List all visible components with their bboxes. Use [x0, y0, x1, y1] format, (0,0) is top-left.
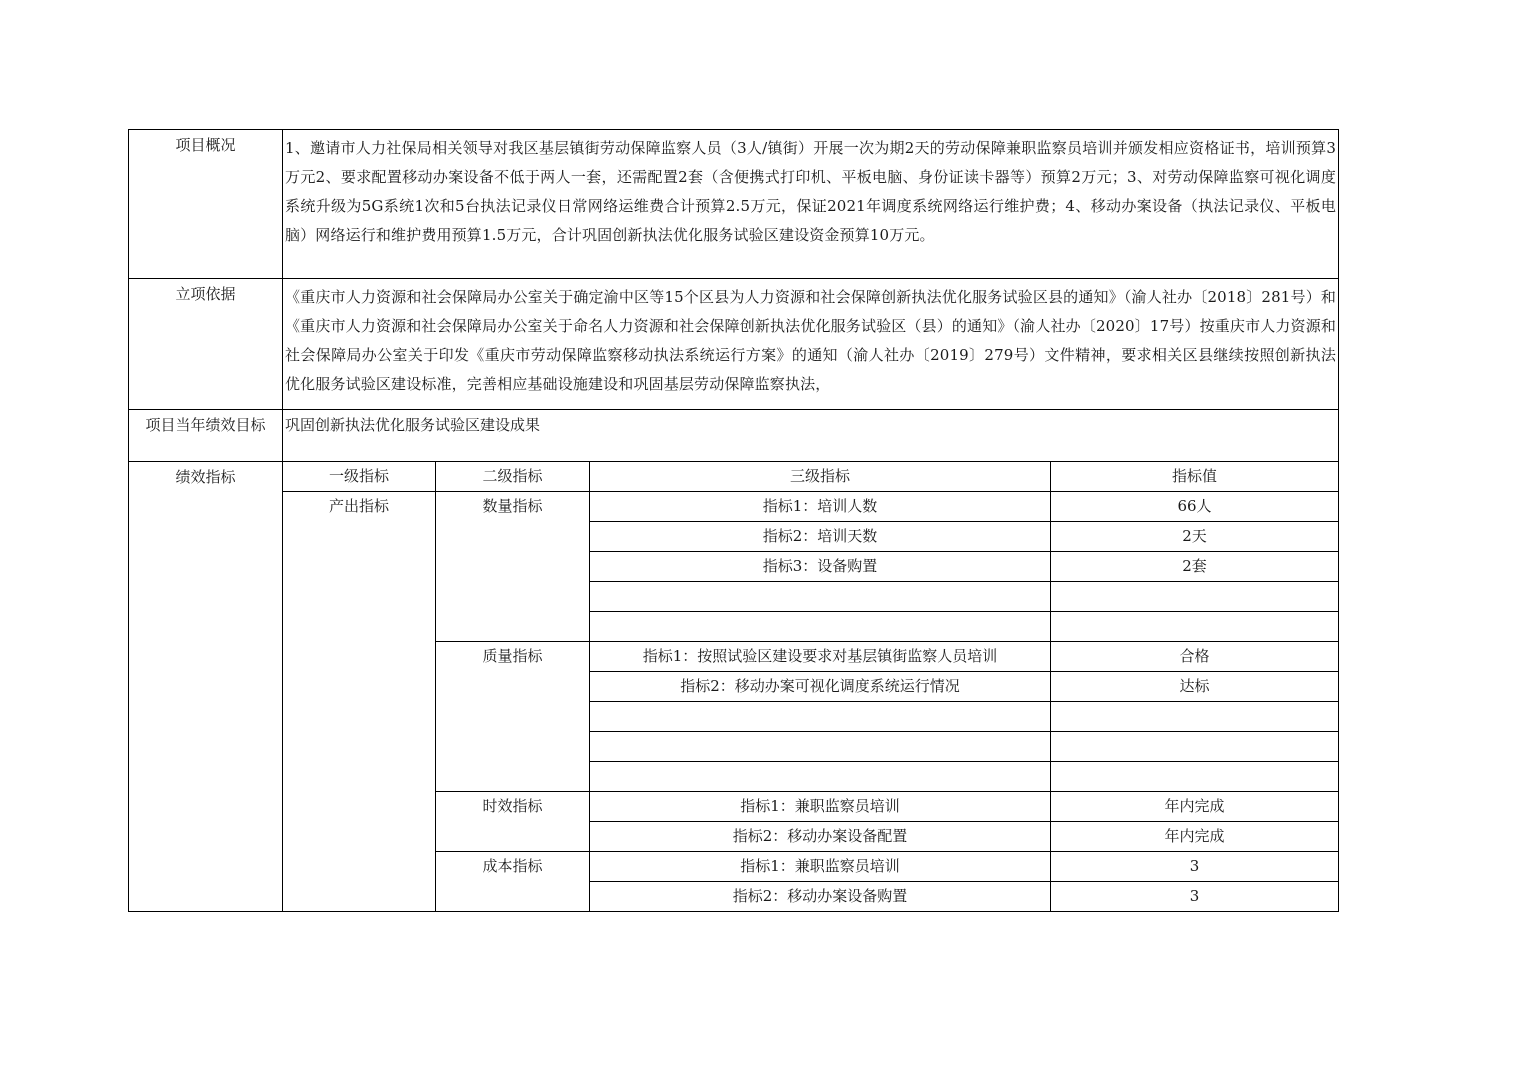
- level2-timeliness: 时效指标: [436, 792, 590, 852]
- performance-label: 绩效指标: [129, 462, 283, 912]
- header-level3: 三级指标: [590, 462, 1051, 492]
- indicator-cell: [590, 732, 1051, 762]
- table-row: [129, 492, 1339, 522]
- indicator-value: 66人: [1051, 492, 1339, 522]
- indicator-value: 年内完成: [1051, 822, 1339, 852]
- indicator-cell: 指标2：移动办案设备配置: [590, 822, 1051, 852]
- goal-text: 巩固创新执法优化服务试验区建设成果: [283, 410, 1339, 462]
- indicator-value: 3: [1051, 852, 1339, 882]
- indicator-value: 合格: [1051, 642, 1339, 672]
- indicator-cell: [590, 582, 1051, 612]
- indicator-cell: 指标3：设备购置: [590, 552, 1051, 582]
- level2-quality: 质量指标: [436, 642, 590, 792]
- indicator-value: [1051, 582, 1339, 612]
- header-value: 指标值: [1051, 462, 1339, 492]
- indicator-cell: 指标1：培训人数: [590, 492, 1051, 522]
- indicator-value: 年内完成: [1051, 792, 1339, 822]
- header-level1: 一级指标: [283, 462, 436, 492]
- basis-row: [129, 279, 1339, 410]
- overview-label: 项目概况: [129, 130, 283, 279]
- indicator-value: 3: [1051, 882, 1339, 912]
- indicator-value: 2天: [1051, 522, 1339, 552]
- indicator-cell: 指标1：按照试验区建设要求对基层镇街监察人员培训: [590, 642, 1051, 672]
- indicator-cell: [590, 612, 1051, 642]
- level2-quantity: 数量指标: [436, 492, 590, 642]
- goal-label: 项目当年绩效目标: [129, 410, 283, 462]
- indicator-value: [1051, 612, 1339, 642]
- indicator-value: [1051, 762, 1339, 792]
- header-level2: 二级指标: [436, 462, 590, 492]
- basis-label: 立项依据: [129, 279, 283, 410]
- indicator-cell: 指标2：移动办案可视化调度系统运行情况: [590, 672, 1051, 702]
- level2-cost: 成本指标: [436, 852, 590, 912]
- performance-table: [128, 129, 1339, 912]
- indicator-value: [1051, 702, 1339, 732]
- indicator-value: [1051, 732, 1339, 762]
- basis-text: 《重庆市人力资源和社会保障局办公室关于确定渝中区等15个区县为人力资源和社会保障创新执法优化服务试验区县的通知》（渝人社办〔2018〕281号）和《重庆市人力资源和社会保障局办公室关于命名人力资源和社会保障创新执法优化服务试验区（县）的通知》（渝人社办〔2020〕17号）按重庆市人力资源和社会保障局办公室关于印发《重庆市劳动保障监察移动执法系统运行方案》的通知（渝人社办〔2019〕279号）文件精神，要求相关区县继续按照创新执法优化服务试验区建设标准，完善相应基础设施建设和巩固基层劳动保障监察执法，: [283, 279, 1339, 410]
- indicator-value: 达标: [1051, 672, 1339, 702]
- indicator-cell: 指标1：兼职监察员培训: [590, 852, 1051, 882]
- indicator-cell: 指标1：兼职监察员培训: [590, 792, 1051, 822]
- indicator-value: 2套: [1051, 552, 1339, 582]
- indicator-cell: 指标2：移动办案设备购置: [590, 882, 1051, 912]
- level1-output: 产出指标: [283, 492, 436, 912]
- goal-row: [129, 410, 1339, 462]
- performance-header-row: [129, 462, 1339, 492]
- indicator-cell: [590, 702, 1051, 732]
- indicator-cell: 指标2：培训天数: [590, 522, 1051, 552]
- overview-text: 1、邀请市人力社保局相关领导对我区基层镇街劳动保障监察人员（3人/镇街）开展一次为期2天的劳动保障兼职监察员培训并颁发相应资格证书，培训预算3万元2、要求配置移动办案设备不低于两人一套，还需配置2套（含便携式打印机、平板电脑、身份证读卡器等）预算2万元；3、对劳动保障监察可视化调度系统升级为5G系统1次和5台执法记录仪日常网络运维费合计预算2.5万元，保证2021年调度系统网络运行维护费；4、移动办案设备（执法记录仪、平板电脑）网络运行和维护费用预算1.5万元，合计巩固创新执法优化服务试验区建设资金预算10万元。: [283, 130, 1339, 279]
- overview-row: [129, 130, 1339, 279]
- indicator-cell: [590, 762, 1051, 792]
